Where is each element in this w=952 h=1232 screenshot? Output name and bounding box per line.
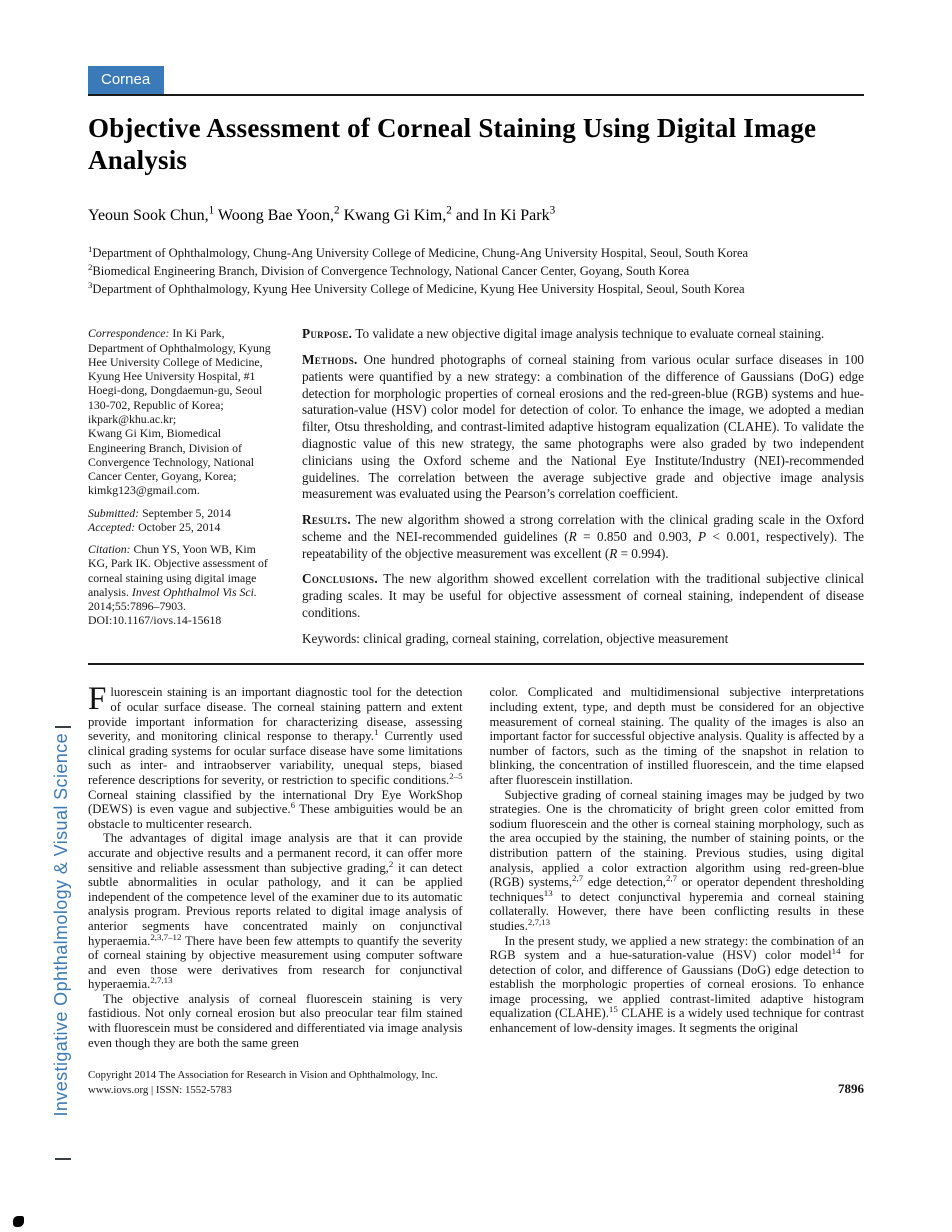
body-column-left xyxy=(88,681,463,1050)
results-label: Results. xyxy=(302,512,351,528)
body-column-right xyxy=(490,685,865,1050)
keywords-label: Keywords: xyxy=(302,630,360,646)
dropcap: F xyxy=(88,681,107,718)
conclusions-label: Conclusions. xyxy=(302,571,378,587)
citation-line: Citation: Chun YS, Yoon WB, Kim KG, Park IK. Objective assessment of corneal staining using digital image analysis. Invest Ophthalmol Vis Sci. 2014;55:7896–7903. DOI:10.1167/iovs.14-15618 xyxy=(88,542,268,628)
abstract-section-results xyxy=(302,512,864,562)
abstract xyxy=(302,326,864,647)
affiliation-1: $^1$Department of Ophthalmology, Chung-Ang University College of Medicine, Chung-Ang University Hospital, Seoul, South Korea xyxy=(88,243,749,260)
section-tab: Cornea xyxy=(88,66,164,94)
paragraph-3: The objective analysis of corneal fluorescein staining is very fastidious. Not only corneal erosion but also preocular tear film stained with fluorescein must be considered and differentiated via image analysis even though they are both the same green xyxy=(88,991,463,1050)
paragraph-1-text: luorescein staining is an important diagnostic tool for the detection of ocular surface disease. The corneal staining pattern and extent provide important information for characterizing disease, assessing severity, and monitoring clinical response to therapy.$^1$ Currently used clinical grading systems for ocular surface disease have some limitations such as inter- and intraobserver variability, unequal steps, biased reference descriptions for severity, or restriction to specific conditions.$^{2-5}$ Corneal staining classified by the international Dry Eye WorkShop (DEWS) is even vague and subjective.$^6$ These ambiguities would be an obstacle to multicenter research. xyxy=(88,685,463,831)
footer-issn: www.iovs.org | ISSN: 1552-5783 xyxy=(88,1083,232,1096)
correspondence-text-2: Kwang Gi Kim, Biomedical Engineering Branch, Division of Convergence Technology, National Cancer Center, Goyang, Korea; kimkg123@gmail.com. xyxy=(88,426,255,498)
abstract-section-purpose xyxy=(302,326,864,343)
affiliation-3: $^3$Department of Ophthalmology, Kyung Hee University College of Medicine, Kyung Hee University Hospital, Seoul, South Korea xyxy=(88,279,745,296)
paragraph-5: Subjective grading of corneal staining images may be judged by two strategies. One is the chromaticity of bright green color emitted from sodium fluorescein and the other is corneal staining morphology, such as the area occupied by the staining, the number of staining points, or the distribution pattern of the staining. Previous studies, using digital analysis, applied a color extraction algorithm using red-green-blue (RGB) systems,$^{2,7}$ edge detection,$^{2,7}$ or operator dependent thresholding techniques$^{13}$ to detect conjunctival hyperemia and corneal staining collaterally. However, there have been conflicting results in these studies.$^{2,7,13}$ xyxy=(489,787,864,933)
footer-copyright: Copyright 2014 The Association for Research in Vision and Ophthalmology, Inc. xyxy=(88,1069,438,1082)
page-footer xyxy=(88,1068,864,1097)
meta-abstract-row xyxy=(88,326,864,647)
correspondence-text: Correspondence: In Ki Park, Department of Ophthalmology, Kyung Hee University College of Medicine, Kyung Hee University Hospital, #1 Hoegi-dong, Dongdaemun-gu, Seoul 130-702, Republic of Korea; ikpark@khu.ac.kr; xyxy=(88,326,271,426)
page-number: 7896 xyxy=(838,1081,864,1097)
purpose-text: To validate a new objective digital image analysis technique to evaluate corneal staining. xyxy=(355,326,825,342)
correspondence-block xyxy=(88,326,276,647)
abstract-section-conclusions xyxy=(302,571,864,621)
paragraph-4: color. Complicated and multidimensional subjective interpretations including extent, type, and depth must be considered for an objective measurement of corneal staining. The quality of the images is also an important factor for successful objective analysis. Quality is affected by a number of factors, such as the timing of the snapshot in relation to blinking, the concentration of instilled fluorescein, and the time elapsed after fluorescein instillation. xyxy=(489,685,864,787)
abstract-section-methods xyxy=(302,352,864,503)
printer-mark xyxy=(13,1216,24,1227)
accepted-line: Accepted: October 25, 2014 xyxy=(88,519,221,534)
methods-text: One hundred photographs of corneal staining from various ocular surface diseases in 100 patients were quantified by a new strategy: a combination of the difference of Gaussians (DoG) edge detection for morphologic properties of corneal erosions and the red-green-blue (RGB) systems and hue-saturation-value (HSV) color model for detection of color. To enhance the image, we adopted a median filter, Otsu thresholding, and contrast-limited adaptive histogram equalization (CLAHE). To validate the diagnostic value of this new strategy, the same photographs were also graded by two independent clinicians using the Oxford scheme and the National Eye Institute/Industry (NEI)-recommended guidelines. The correlation between the average subjective grade and objective image analysis measurement was evaluated using the Pearson’s correlation coefficient. xyxy=(302,352,865,502)
paragraph-1 xyxy=(88,681,463,831)
journal-name-vertical: Investigative Ophthalmology & Visual Science xyxy=(51,733,71,1117)
conclusions-text: The new algorithm showed excellent correlation with the traditional subjective clinical grading scales. It may be useful for objective assessment of corneal staining, independent of disease conditions. xyxy=(302,571,864,620)
affiliation-2: $^2$Biomedical Engineering Branch, Division of Convergence Technology, National Cancer Center, Goyang, South Korea xyxy=(88,261,690,278)
paragraph-6: In the present study, we applied a new strategy: the combination of an RGB system and a hue-saturation-value (HSV) color model$^{14}$ for detection of color, and difference of Gaussians (DoG) edge detection to establish the morphologic properties of corneal erosions. To enhance image processing, we applied contrast-limited adaptive histogram equalization (CLAHE).$^{15}$ CLAHE is a widely used technique for contrast enhancement of low-density images. It segments the original xyxy=(489,933,865,1036)
submitted-line: Submitted: September 5, 2014 xyxy=(88,505,231,520)
results-text: The new algorithm showed a strong correlation with the clinical grading scale in the Oxford scheme and the NEI-recommended guidelines (R = 0.850 and 0.903, P < 0.001, respectively). The repeatability of the objective measurement was excellent (R = 0.994). xyxy=(302,512,864,561)
page-content xyxy=(88,0,864,1097)
header-rule xyxy=(88,66,864,96)
keywords-text: clinical grading, corneal staining, correlation, objective measurement xyxy=(363,630,729,646)
keywords-line xyxy=(302,631,864,648)
authors-line: Yeoun Sook Chun,$^1$ Woong Bae Yoon,$^2$ Kwang Gi Kim,$^2$ and In Ki Park$^3$ xyxy=(88,204,556,224)
article-title: Objective Assessment of Corneal Staining Using Digital Image Analysis xyxy=(88,113,817,176)
sidebar-divider-top xyxy=(55,726,71,728)
methods-label: Methods. xyxy=(302,352,358,368)
affiliations-block xyxy=(88,245,864,299)
body-text xyxy=(88,681,865,1050)
footer-credits xyxy=(88,1068,438,1097)
sidebar-divider-bottom xyxy=(55,1158,71,1160)
purpose-label: Purpose. xyxy=(302,326,353,342)
body-rule xyxy=(88,663,864,665)
paragraph-2: The advantages of digital image analysis are that it can provide accurate and objective results and a permanent record, it can offer more sensitive and reliable assessment than subjective grading,$^2$ it can detect subtle abnormalities in ocular pathology, and it can be applied independent of the competence level of the examiner due to its automatic analysis program. Previous reports related to digital image analysis of anterior segments have concentrated mainly on conjunctival hyperaemia.$^{2,3,7-12}$ There have been few attempts to quantify the severity of corneal staining by objective measurement using computer software and even those were derivatives from research for conjunctival hyperaemia.$^{2,7,13}$ xyxy=(88,831,463,992)
